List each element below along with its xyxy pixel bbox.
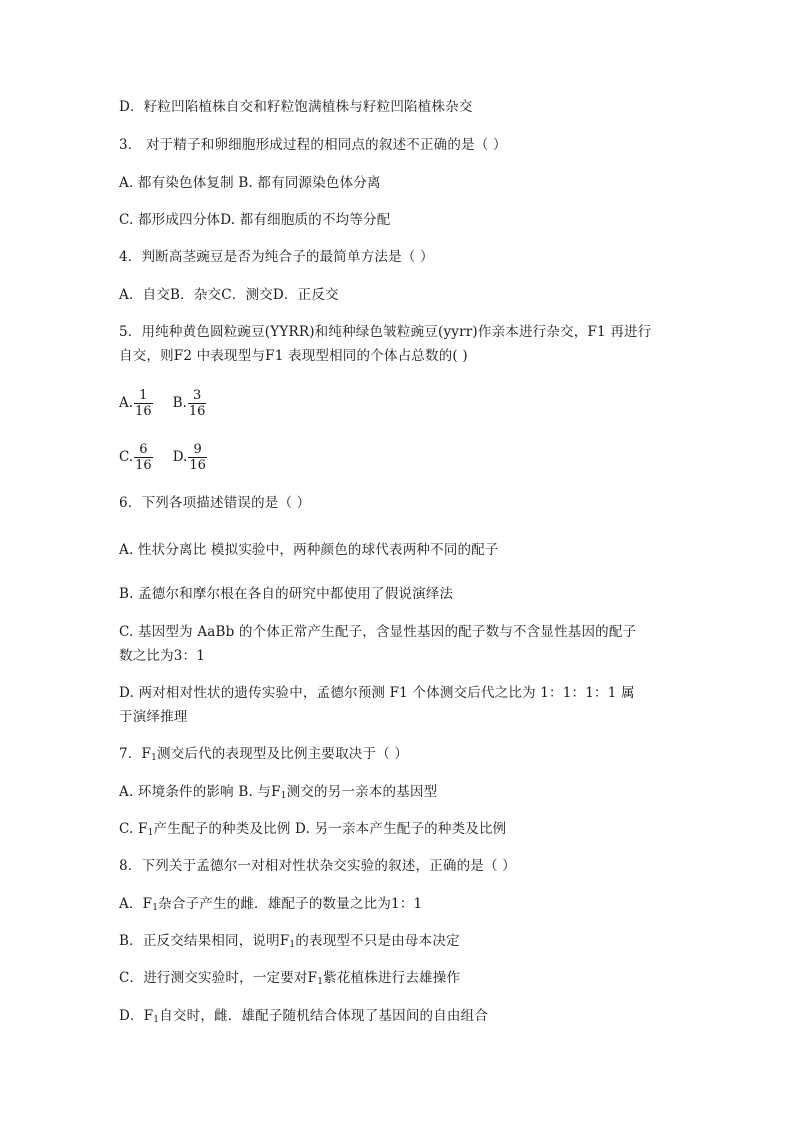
q8-option-b-post: 的表现型不只是由母本决定 [295, 933, 460, 949]
q6-option-d-line2: 于演绎推理 [119, 709, 188, 725]
fraction-denominator: 16 [135, 403, 152, 419]
q6-option-b: B. 孟德尔和摩尔根在各自的研究中都使用了假说演绎法 [119, 586, 454, 602]
q8-option-a-post: 杂合子产生的雌．雄配子的数量之比为1：1 [158, 896, 423, 912]
subscript: 1 [152, 903, 159, 913]
q5-options-cd [119, 437, 227, 477]
q7-option-c-pre: C. F [119, 821, 148, 837]
q6-option-c-line2: 数之比为3：1 [119, 648, 206, 664]
subscript: 1 [147, 828, 154, 838]
q3-options-ab: A. 都有染色体复制 B. 都有同源染色体分离 [119, 175, 381, 191]
subscript: 1 [151, 753, 157, 763]
q7-options-ab [119, 783, 437, 805]
q5-option-d [173, 442, 207, 473]
q8-option-b [119, 932, 460, 954]
q7-stem-pre: 7．F [119, 746, 152, 762]
q7-option-b-text: 测交的另一亲本的基因型 [286, 784, 438, 800]
q5-option-b-label: B. [172, 395, 187, 411]
subscript: 1 [317, 977, 324, 987]
q5-stem-line2: 自交，则F2 中表现型与F1 表现型相同的个体占总数的( ) [119, 348, 468, 364]
q5-stem-line1: 5．用纯种黄色圆粒豌豆(YYRR)和纯种绿色皱粒豌豆(yyrr)作亲本进行杂交，F1 再进行 [119, 324, 652, 340]
q8-option-b-pre: B．正反交结果相同，说明F [119, 933, 290, 949]
q8-option-d [119, 1007, 488, 1029]
q5-options-ab [119, 383, 226, 423]
q3-stem: 3． 对于精子和卵细胞形成过程的相同点的叙述不正确的是（ ） [119, 137, 507, 153]
subscript: 1 [280, 791, 287, 801]
q5-option-c [119, 442, 153, 473]
q4-stem: 4．判断高茎豌豆是否为纯合子的最简单方法是（ ） [119, 249, 434, 265]
fraction-numerator: 6 [134, 442, 153, 458]
fraction-numerator: 9 [188, 442, 207, 458]
q5-option-c-fraction [134, 442, 153, 473]
q6-option-c-line1: C. 基因型为 AaBb 的个体正常产生配子，含显性基因的配子数与不含显性基因的配子 [119, 624, 637, 640]
q6-option-a: A. 性状分离比 模拟实验中，两种颜色的球代表两种不同的配子 [119, 542, 499, 558]
q4-options: A．自交B．杂交C．测交D．正反交 [119, 287, 339, 303]
q7-options-cd [119, 820, 506, 842]
subscript: 1 [153, 1015, 160, 1025]
q6-option-d-line1: D. 两对相对性状的遗传实验中，孟德尔预测 F1 个体测交后代之比为 1：1：1：1 属 [119, 685, 635, 701]
q5-option-b [173, 388, 207, 419]
q8-option-a-pre: A．F [119, 896, 153, 912]
q2-option-d: D．籽粒凹陷植株自交和籽粒饱满植株与籽粒凹陷植株杂交 [119, 99, 473, 115]
fraction-numerator: 3 [188, 388, 207, 404]
q5-option-c-label: C. [119, 449, 134, 465]
q5-option-d-fraction [188, 442, 207, 473]
q7-option-cd-post: 产生配子的种类及比例 D. 另一亲本产生配子的种类及比例 [153, 821, 507, 837]
q8-option-d-pre: D．F [119, 1008, 154, 1024]
q5-option-a-label: A. [119, 395, 134, 411]
q7-stem-post: 测交后代的表现型及比例主要取决于（ ） [157, 746, 409, 762]
subscript: 1 [289, 940, 296, 950]
q8-option-c-post: 紫花植株进行去雄操作 [323, 970, 461, 986]
q8-option-c [119, 969, 460, 991]
fraction-denominator: 16 [189, 457, 206, 473]
q8-option-a [119, 895, 422, 917]
fraction-denominator: 16 [135, 457, 152, 473]
q5-option-a-fraction [134, 388, 153, 419]
fraction-numerator: 1 [134, 388, 153, 404]
q5-option-a [119, 388, 153, 419]
q6-stem: 6．下列各项描述错误的是（ ） [119, 495, 311, 511]
q5-option-d-label: D. [172, 449, 188, 465]
fraction-denominator: 16 [188, 403, 206, 419]
q7-stem [119, 745, 408, 767]
q5-option-b-fraction [188, 388, 207, 419]
q7-option-a-text: A. 环境条件的影响 B. 与F [119, 784, 281, 800]
q8-option-d-post: 自交时，雌．雄配子随机结合体现了基因间的自由组合 [159, 1008, 489, 1024]
q8-option-c-pre: C．进行测交实验时，一定要对F [119, 970, 318, 986]
q8-stem: 8．下列关于孟德尔一对相对性状杂交实验的叙述，正确的是（ ） [119, 858, 516, 874]
q3-options-cd: C. 都形成四分体D. 都有细胞质的不均等分配 [119, 212, 391, 228]
